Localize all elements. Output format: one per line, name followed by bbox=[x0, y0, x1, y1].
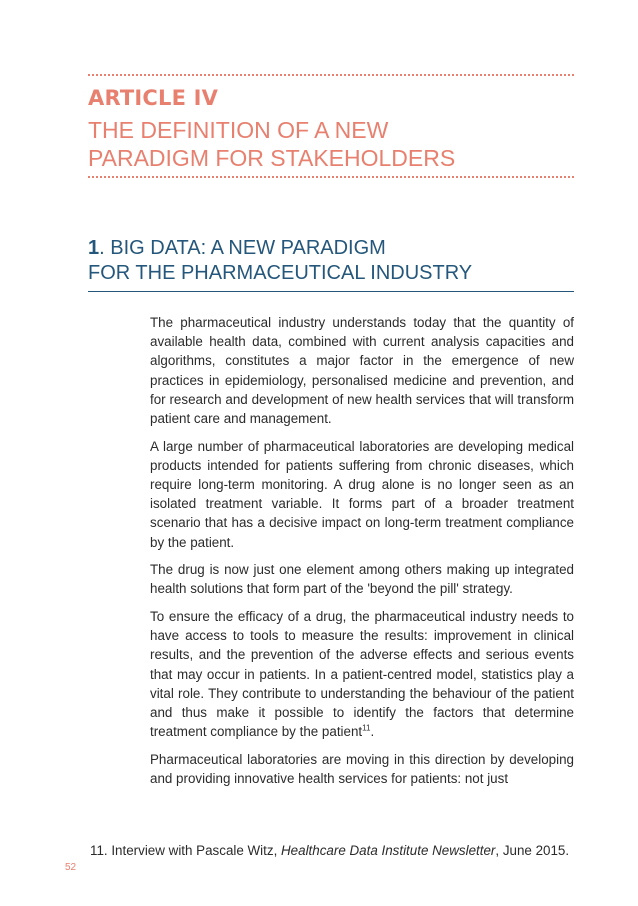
paragraph-2: A large number of pharmaceutical laboratories are developing medical products intended for patients suffering from chronic diseases, which require long-term monitoring. A drug alone is no longer seen as an isolated treatment variable. It forms part of a broader treatment scenario that has a decisive impact on long-term treatment compliance by the patient. bbox=[150, 438, 574, 550]
footnote-reference: 11 bbox=[362, 723, 371, 733]
paragraph-5: Pharmaceutical laboratories are moving in this direction by developing and providing innovative health services for patients: not just bbox=[150, 751, 574, 787]
bottom-dotted-divider bbox=[88, 176, 574, 178]
article-label: ARTICLE IV bbox=[88, 86, 219, 110]
section-heading-line-1-text: . BIG DATA: A NEW PARADIGM bbox=[99, 237, 386, 259]
section-underline bbox=[88, 291, 574, 292]
paragraph-4: To ensure the efficacy of a drug, the pharmaceutical industry needs to have access to tools to measure the results: improvement in clinical results, and the prevention of the adverse effects and serious events that may occur in patients. In a patient-centred model, statistics play a vital role. They contribute to understanding the behaviour of the patient and thus make it possible to identify the factors that determine treatment compliance by the patient$^{11}$. bbox=[150, 609, 574, 740]
footnote-source: Healthcare Data Institute Newsletter bbox=[281, 843, 496, 858]
paragraph-1: The pharmaceutical industry understands today that the quantity of available health data, combined with current analysis capacities and algorithms, constitutes a major factor in the emergence of new practices in epidemiology, personalised medicine and prevention, and for research and development of new health services that will transform patient care and management. bbox=[150, 315, 574, 427]
section-heading-line-2: FOR THE PHARMACEUTICAL INDUSTRY bbox=[88, 262, 473, 284]
footnote-suffix: , June 2015. bbox=[495, 843, 570, 858]
footnote-prefix: 11. Interview with Pascale Witz, bbox=[90, 843, 282, 858]
footnote bbox=[90, 843, 569, 858]
section-number: 1 bbox=[88, 237, 100, 259]
article-title-line-2: PARADIGM FOR STAKEHOLDERS bbox=[88, 145, 456, 171]
article-title-line-1: THE DEFINITION OF A NEW bbox=[88, 117, 389, 143]
body-text bbox=[150, 313, 574, 797]
page-number: 52 bbox=[65, 862, 77, 873]
paragraph-4-text: To ensure the efficacy of a drug, the pharmaceutical industry needs to have access to tools to measure the results: improvement in clinical results, and the prevention of the adverse effects and serious events that may occur in patients. In a patient-centred model, statistics play a vital role. They contribute to understanding the behaviour of the patient and thus make it possible to identify the factors that determine treatment compliance by the patient bbox=[150, 609, 574, 740]
paragraph-3: The drug is now just one element among others making up integrated health solutions that form part of the 'beyond the pill' strategy. bbox=[150, 562, 574, 597]
article-title bbox=[88, 116, 455, 172]
top-dotted-divider bbox=[88, 74, 574, 76]
section-heading-line-1 bbox=[88, 236, 472, 261]
section-heading bbox=[88, 236, 472, 286]
